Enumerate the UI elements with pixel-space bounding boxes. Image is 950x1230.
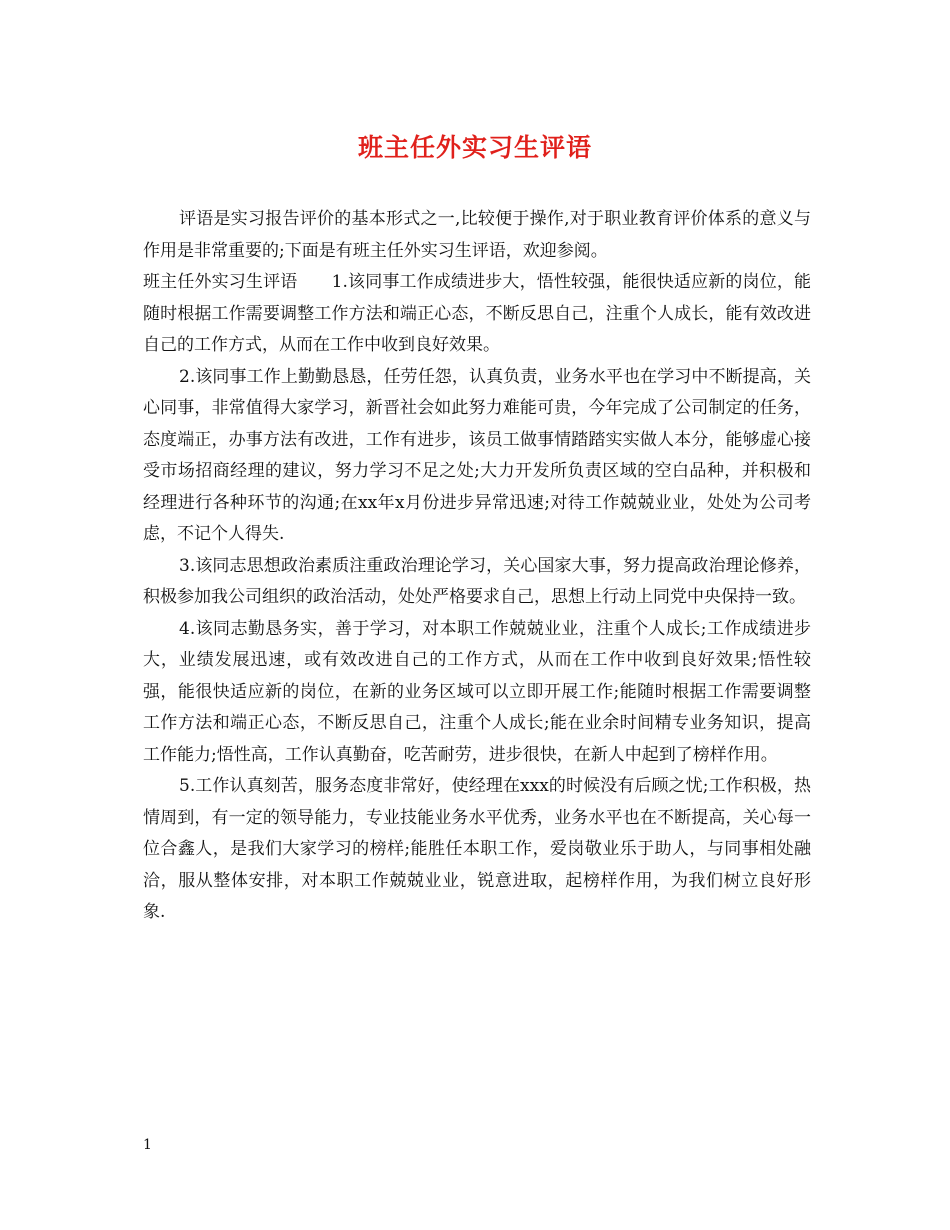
page-number: 1 <box>143 1137 152 1153</box>
intro-paragraph: 评语是实习报告评价的基本形式之一,比较便于操作,对于职业教育评价体系的意义与作用是非常重要的;下面是有班主任外实习生评语，欢迎参阅。 <box>143 209 811 261</box>
item-paragraph-4: 4.该同志勤恳务实，善于学习，对本职工作兢兢业业，注重个人成长;工作成绩进步大，业绩发展迅速，或有效改进自己的工作方式，从而在工作中收到良好效果;悟性较强，能很快适应新的岗位，在新的业务区域可以立即开展工作;能随时根据工作需要调整工作方法和端正心态，不断反思自己，注重个人成长;能在业余时间精专业务知识，提高工作能力;悟性高，工作认真勤奋，吃苦耐劳，进步很快，在新人中起到了榜样作用。 <box>143 618 811 765</box>
document-body <box>143 204 811 929</box>
item-paragraph-2: 2.该同事工作上勤勤恳恳，任劳任怨，认真负责，业务水平也在学习中不断提高，关心同事，非常值得大家学习，新晋社会如此努力难能可贵，今年完成了公司制定的任务，态度端正，办事方法有改进，工作有进步，该员工做事情踏踏实实做人本分，能够虚心接受市场招商经理的建议，努力学习不足之处;大力开发所负责区域的空白品种，并积极和经理进行各种环节的沟通;在xx年x月份进步异常迅速;对待工作兢兢业业，处处为公司考虑，不记个人得失. <box>143 366 811 544</box>
item-paragraph-5: 5.工作认真刻苦，服务态度非常好，使经理在xxx的时候没有后顾之忧;工作积极，热情周到，有一定的领导能力，专业技能业务水平优秀，业务水平也在不断提高，关心每一位合鑫人，是我们大家学习的榜样;能胜任本职工作，爱岗敬业乐于助人，与同事相处融洽，服从整体安排，对本职工作兢兢业业，锐意进取，起榜样作用，为我们树立良好形象. <box>143 776 811 922</box>
item-paragraph-3: 3.该同志思想政治素质注重政治理论学习，关心国家大事，努力提高政治理论修养，积极参加我公司组织的政治活动，处处严格要求自己，思想上行动上同党中央保持一致。 <box>143 555 811 607</box>
heading-paragraph: 班主任外实习生评语 1.该同事工作成绩进步大，悟性较强，能很快适应新的岗位，能随时根据工作需要调整工作方法和端正心态，不断反思自己，注重个人成长，能有效改进自己的工作方式，从而在工作中收到良好效果。 <box>143 272 811 355</box>
document-title: 班主任外实习生评语 <box>357 133 592 162</box>
